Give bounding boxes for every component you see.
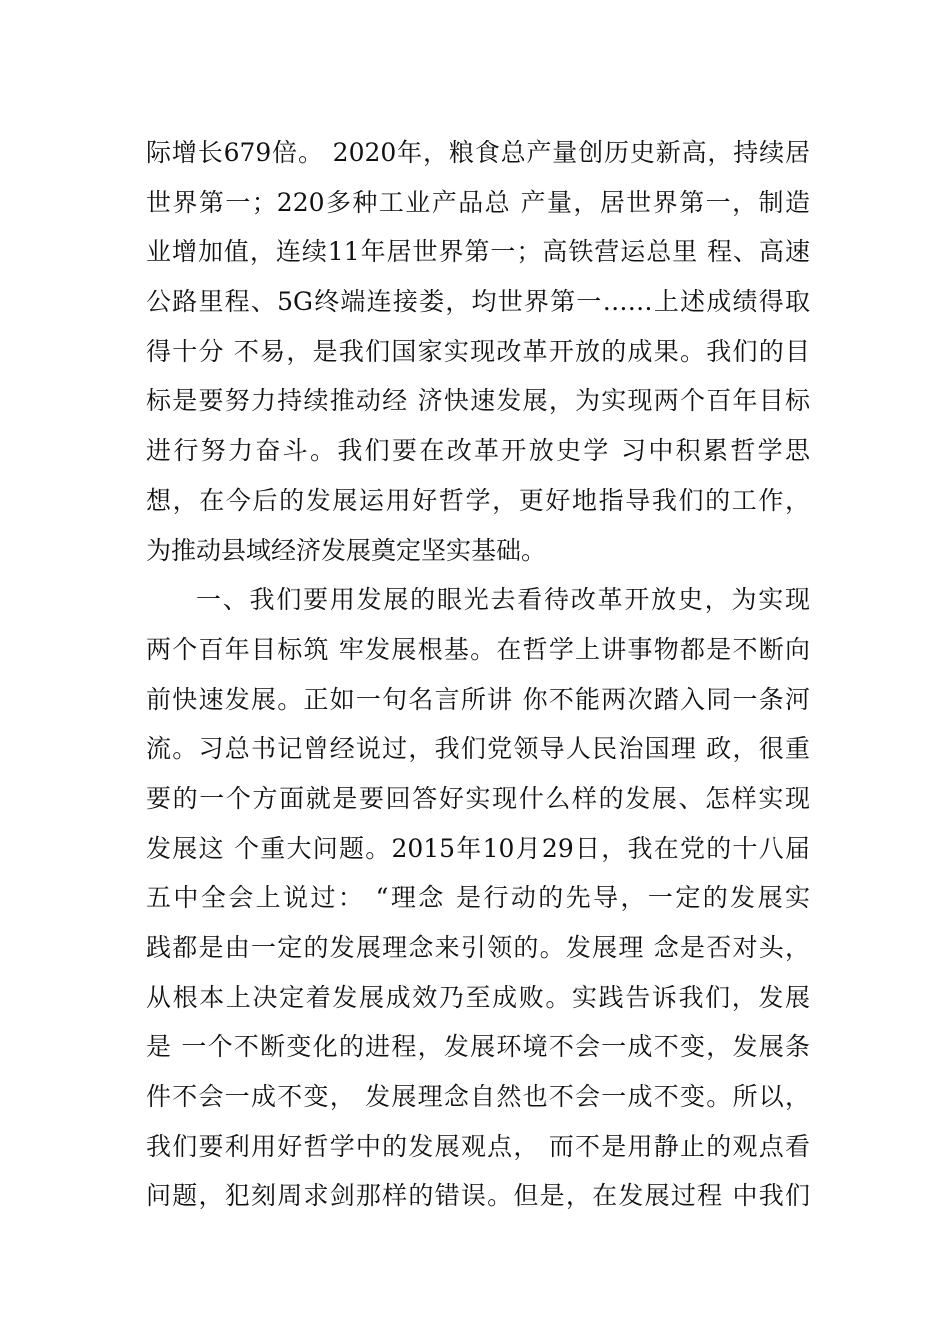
text-line-paragraph-end: 为推动县域经济发展奠定坚实基础。 (146, 535, 547, 565)
text-line: 前快速发展。正如一句名言所讲 你不能两次踏入同一条河 (146, 684, 810, 714)
text-line: 从根本上决定着发展成效乃至成败。实践告诉我们，发展 (146, 982, 810, 1012)
text-line: 发展这 个重大问题。2015年10月29日，我在党的十八届 (146, 833, 810, 863)
text-line: 流。习总书记曾经说过，我们党领导人民治国理 政，很重 (146, 734, 810, 764)
body-text (146, 128, 810, 1221)
text-line: 想，在今后的发展运用好哲学，更好地指导我们的工作， (146, 485, 810, 515)
text-line: 标是要努力持续推动经 济快速发展，为实现两个百年目标 (146, 386, 810, 416)
text-line: 是 一个不断变化的进程，发展环境不会一成不变，发展条 (146, 1032, 810, 1062)
text-line: 要的一个方面就是要回答好实现什么样的发展、怎样实现 (146, 783, 810, 813)
text-line-paragraph-start: 一、我们要用发展的眼光去看待改革开放史，为实现 (196, 585, 810, 615)
text-line: 业增加值，连续11年居世界第一；高铁营运总里 程、高速 (146, 237, 810, 267)
text-line: 两个百年目标筑 牢发展根基。在哲学上讲事物都是不断向 (146, 634, 810, 664)
text-line: 际增长679倍。 2020年，粮食总产量创历史新高，持续居 (146, 138, 810, 167)
text-line: 世界第一；220多种工业产品总 产量，居世界第一，制造 (146, 187, 810, 217)
text-line: 进行努力奋斗。我们要在改革开放史学 习中积累哲学思 (146, 436, 810, 466)
text-line: 公路里程、5G终端连接娄，均世界第一……上述成绩得取 (146, 287, 810, 317)
text-line: 我们要利用好哲学中的发展观点， 而不是用静止的观点看 (146, 1131, 810, 1161)
text-line: 得十分 不易，是我们国家实现改革开放的成果。我们的目 (146, 336, 810, 366)
text-line: 问题，犯刻周求剑那样的错误。但是，在发展过程 中我们 (146, 1181, 810, 1211)
text-line: 五中全会上说过： “理念 是行动的先导，一定的发展实 (146, 883, 810, 913)
text-line: 件不会一成不变， 发展理念自然也不会一成不变。所以， (146, 1082, 810, 1112)
text-line: 践都是由一定的发展理念来引领的。发展理 念是否对头， (146, 933, 810, 962)
